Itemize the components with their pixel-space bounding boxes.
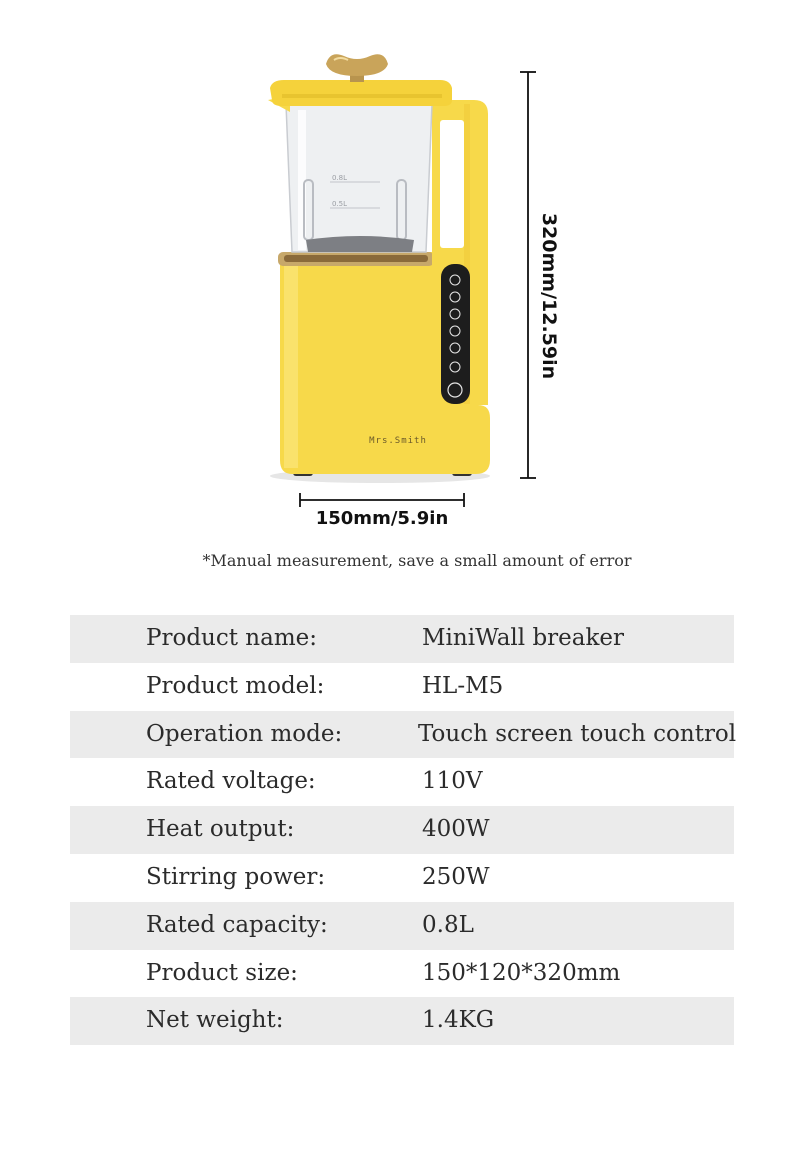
steel-filter bbox=[306, 236, 414, 252]
spec-label: Heat output: bbox=[146, 816, 295, 843]
handle-gap bbox=[440, 120, 464, 248]
spec-label: Product name: bbox=[146, 625, 317, 651]
spec-value: 110V bbox=[422, 768, 483, 795]
spec-value: 1.4KG bbox=[422, 1007, 495, 1034]
spec-value: HL-M5 bbox=[422, 672, 504, 699]
spec-row-rated-voltage bbox=[70, 758, 734, 806]
product-illustration bbox=[0, 0, 790, 540]
spec-row-product-name bbox=[70, 615, 734, 663]
spec-value: 250W bbox=[422, 863, 490, 890]
spec-label: Stirring power: bbox=[146, 863, 326, 890]
lid-knob bbox=[326, 54, 388, 76]
spec-row-product-size bbox=[70, 950, 734, 998]
brand-label: Mrs.Smith bbox=[369, 436, 427, 446]
spec-value: 400W bbox=[422, 816, 490, 843]
spec-label: Product size: bbox=[146, 959, 298, 986]
measurement-disclaimer: *Manual measurement, save a small amount of error bbox=[202, 551, 632, 570]
spec-label: Rated capacity: bbox=[146, 911, 328, 938]
spec-row-net-weight bbox=[70, 997, 734, 1045]
jar-mark-upper: 0.8L bbox=[332, 174, 348, 182]
base-highlight bbox=[284, 258, 298, 468]
spec-label: Product model: bbox=[146, 672, 325, 699]
spec-value: MiniWall breaker bbox=[422, 625, 625, 651]
spec-row-heat-output bbox=[70, 806, 734, 854]
blender-drawing bbox=[0, 0, 790, 540]
width-dimension-label: 150mm/5.9in bbox=[315, 508, 449, 529]
lid-edge bbox=[282, 94, 442, 98]
gold-ring-shadow bbox=[284, 255, 428, 262]
spec-row-operation-mode bbox=[70, 711, 737, 759]
spec-value: Touch screen touch control bbox=[418, 720, 737, 747]
spec-label: Rated voltage: bbox=[146, 768, 316, 795]
spec-value: 0.8L bbox=[422, 911, 474, 938]
spec-label: Net weight: bbox=[146, 1007, 284, 1034]
blender-lid bbox=[270, 80, 452, 106]
spec-row-product-model bbox=[70, 663, 734, 711]
jar-mark-lower: 0.5L bbox=[332, 200, 348, 208]
height-dimension-label: 320mm/12.59in bbox=[538, 212, 560, 380]
spec-value: 150*120*320mm bbox=[422, 959, 621, 986]
spec-label: Operation mode: bbox=[146, 720, 343, 747]
spec-row-stirring-power bbox=[70, 854, 734, 902]
glass-jar bbox=[286, 104, 432, 252]
spec-row-rated-capacity bbox=[70, 902, 734, 950]
spec-table bbox=[70, 615, 737, 1045]
